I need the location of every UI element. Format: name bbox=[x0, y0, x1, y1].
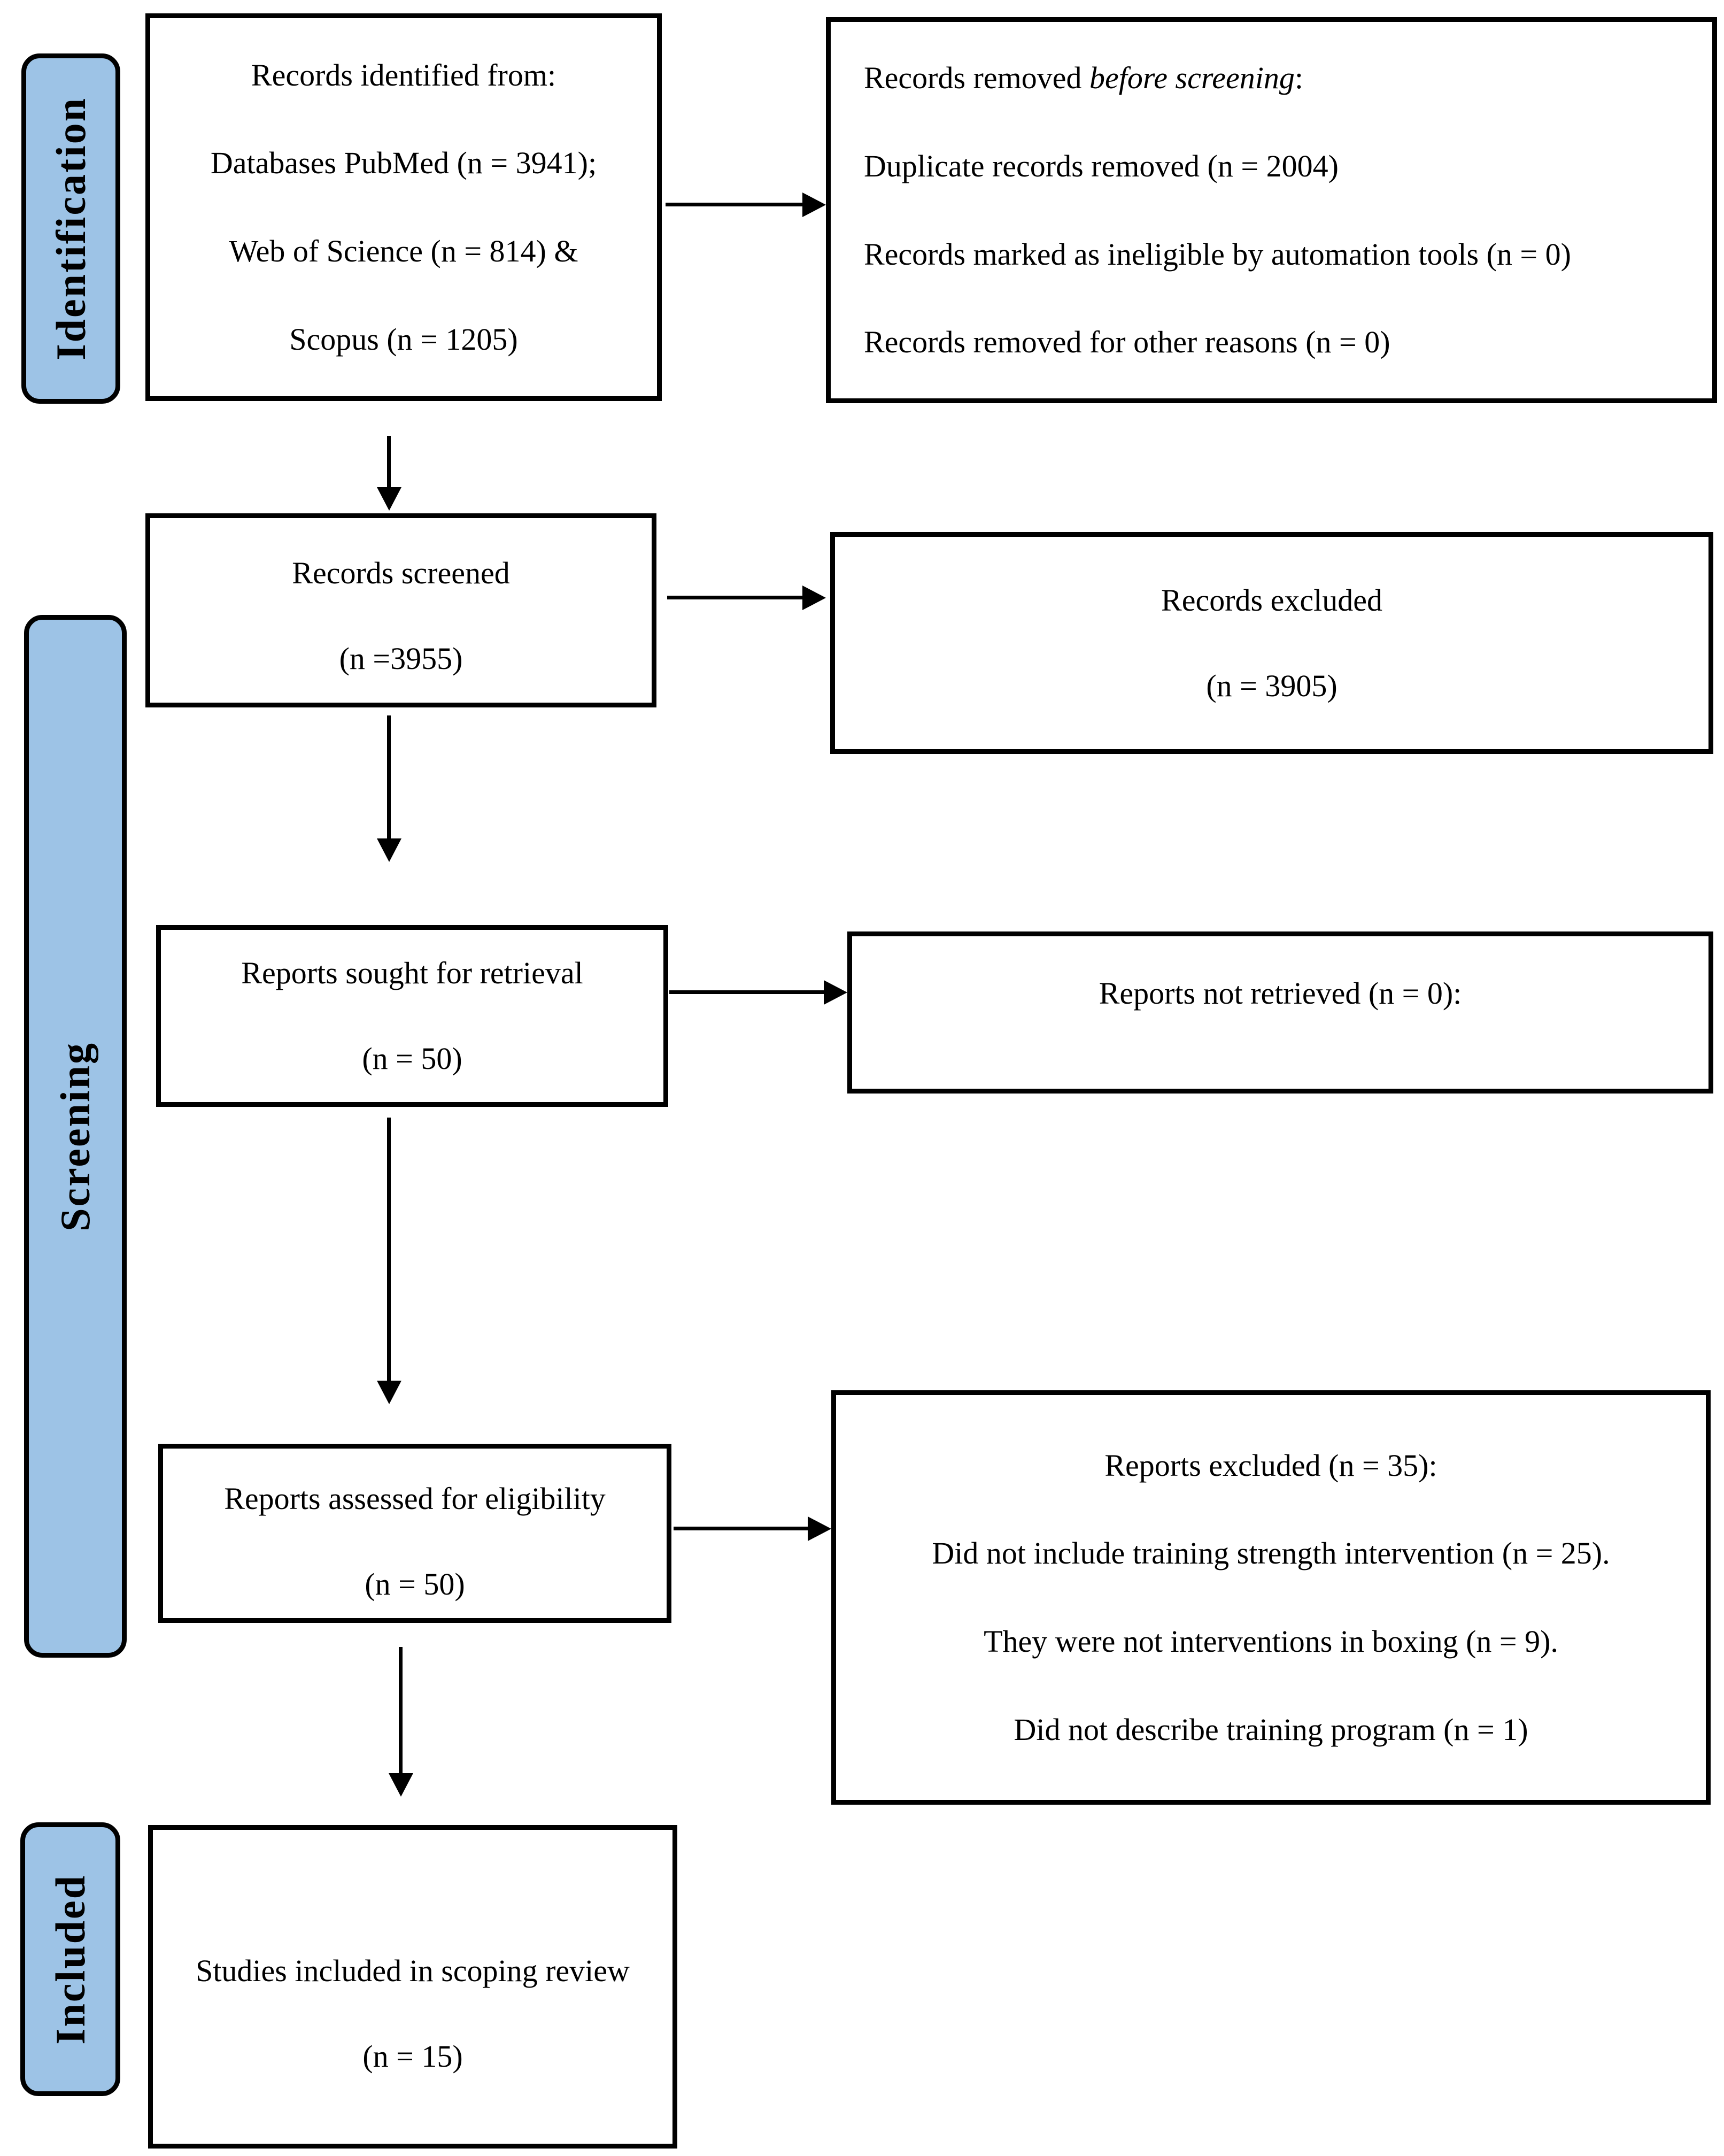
box-reports-excluded-reasons bbox=[831, 1390, 1711, 1805]
box-reports-not-retrieved bbox=[847, 931, 1713, 1094]
arrow-down-icon bbox=[387, 715, 391, 838]
stage-label-included: Included bbox=[47, 1874, 94, 2045]
arrow-down-icon bbox=[399, 1647, 403, 1773]
box-text-line: Records marked as ineligible by automation tools (n = 0) bbox=[864, 236, 1571, 272]
box-reports-assessed-for-eligibility bbox=[158, 1444, 671, 1623]
box-studies-included bbox=[148, 1825, 677, 2149]
box-text-line: Reports not retrieved (n = 0): bbox=[1099, 976, 1462, 1011]
box-text-line: Did not include training strength intervention (n = 25). bbox=[932, 1536, 1610, 1571]
box-records-excluded bbox=[830, 532, 1713, 754]
arrow-right-icon bbox=[666, 203, 802, 206]
line-prefix: Records removed bbox=[864, 60, 1089, 96]
stage-label-screening: Screening bbox=[52, 1041, 98, 1231]
box-text-line: Records identified from: bbox=[251, 57, 556, 93]
box-text-line: (n =3955) bbox=[339, 641, 463, 676]
arrow-down-icon bbox=[387, 1118, 391, 1381]
stage-label-identification: Identification bbox=[47, 97, 94, 360]
arrow-right-icon bbox=[669, 990, 824, 994]
arrowhead bbox=[377, 838, 401, 862]
box-text-line: Duplicate records removed (n = 2004) bbox=[864, 148, 1339, 183]
stage-tab-screening bbox=[24, 615, 127, 1658]
arrowhead bbox=[377, 1381, 401, 1404]
box-records-identified bbox=[145, 13, 662, 401]
box-text-line: Reports sought for retrieval bbox=[241, 956, 583, 991]
box-text-line: Reports excluded (n = 35): bbox=[1104, 1447, 1437, 1483]
box-text-line: Studies included in scoping review bbox=[196, 1953, 630, 1988]
line-suffix: : bbox=[1294, 60, 1303, 96]
arrowhead bbox=[802, 586, 826, 610]
box-text-line: Records screened bbox=[292, 555, 510, 590]
arrowhead bbox=[377, 487, 401, 511]
box-text-line bbox=[864, 59, 1303, 97]
box-text-line: Web of Science (n = 814) & bbox=[229, 234, 578, 268]
box-text-line: (n = 15) bbox=[362, 2038, 463, 2074]
stage-tab-included bbox=[20, 1822, 120, 2096]
box-text-line: (n = 3905) bbox=[1206, 668, 1338, 703]
box-text-line: They were not interventions in boxing (n = 9). bbox=[984, 1624, 1558, 1659]
arrow-right-icon bbox=[674, 1527, 808, 1530]
arrowhead bbox=[824, 980, 847, 1005]
arrowhead bbox=[802, 192, 826, 217]
box-text-line: (n = 50) bbox=[362, 1041, 462, 1076]
box-text-line: Reports assessed for eligibility bbox=[224, 1481, 606, 1516]
box-records-screened bbox=[145, 513, 656, 707]
box-text-line: Records excluded bbox=[1161, 582, 1382, 618]
arrow-down-icon bbox=[387, 436, 391, 487]
box-text-line: Records removed for other reasons (n = 0) bbox=[864, 325, 1390, 360]
box-text-line: Databases PubMed (n = 3941); bbox=[210, 145, 597, 181]
box-text-line: Scopus (n = 1205) bbox=[289, 321, 518, 357]
arrow-right-icon bbox=[667, 596, 802, 599]
arrowhead bbox=[389, 1773, 413, 1797]
box-records-removed-before-screening bbox=[826, 17, 1717, 403]
stage-tab-identification bbox=[21, 53, 120, 404]
box-text-line: Did not describe training program (n = 1) bbox=[1014, 1712, 1528, 1747]
box-text-line: (n = 50) bbox=[365, 1566, 465, 1601]
box-reports-sought-for-retrieval bbox=[156, 925, 668, 1107]
arrowhead bbox=[808, 1516, 831, 1541]
line-italic-segment: before screening bbox=[1089, 60, 1295, 96]
